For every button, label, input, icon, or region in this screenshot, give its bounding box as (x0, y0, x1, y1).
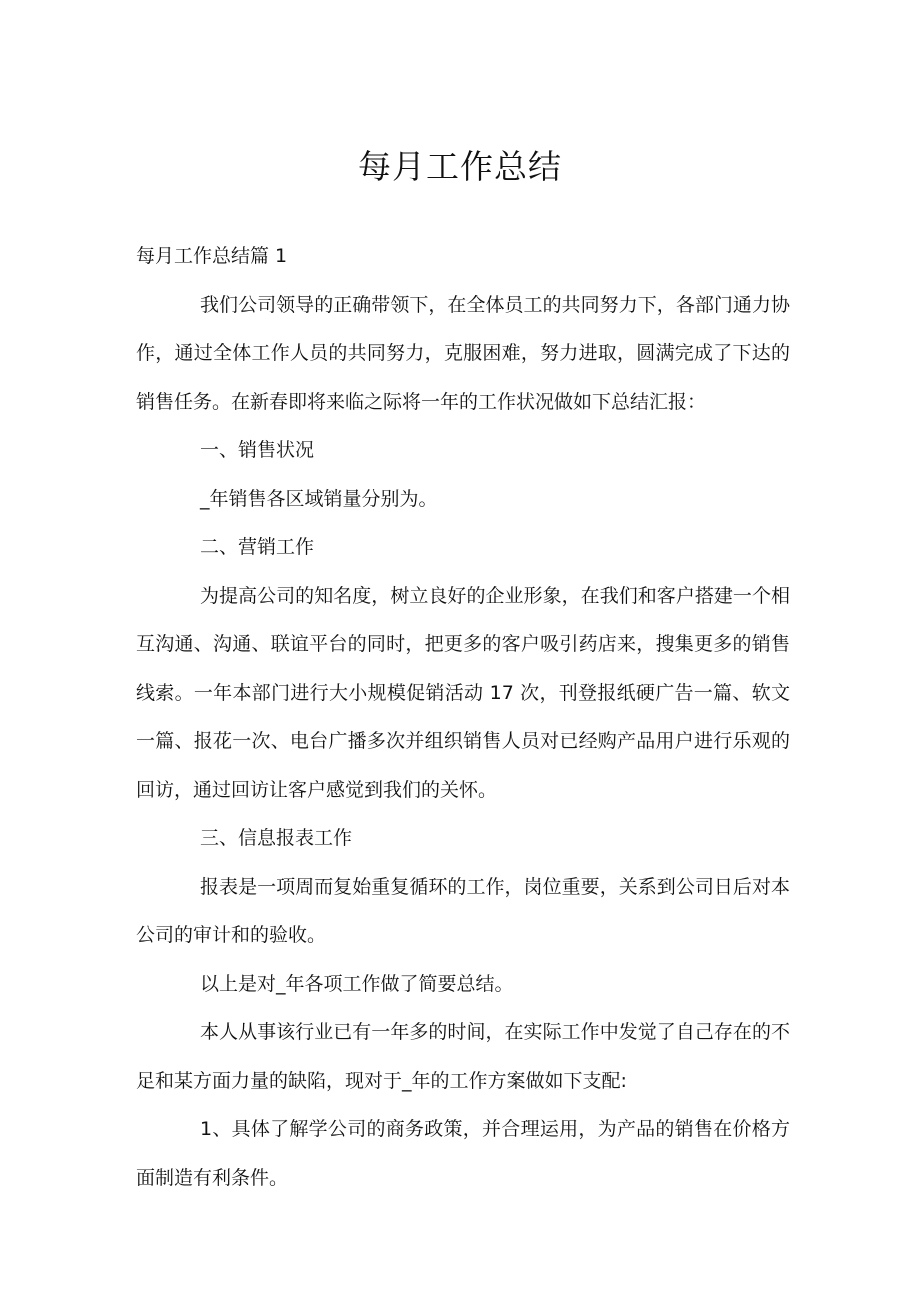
reports-paragraph: 报表是一项周而复始重复循环的工作，岗位重要，关系到公司日后对本公司的审计和的验收。 (136, 875, 790, 946)
summary-paragraph: 以上是对_年各项工作做了简要总结。 (200, 972, 514, 995)
document-title: 每月工作总结 (358, 147, 562, 186)
section-heading-sales: 一、销售状况 (200, 439, 315, 461)
marketing-paragraph: 为提高公司的知名度，树立良好的企业形象，在我们和客户搭建一个相互沟通、沟通、联谊平台的同时，把更多的客户吸引药店来，搜集更多的销售线索。一年本部门进行大小规模促销活动 17 次，刊登报纸硬广告一篇、软文一篇、报花一次、电台广播多次并组织销售人员对已经购产品用户进行乐观的回访，通过回访让客户感觉到我们的关怀。 (136, 584, 790, 801)
section-subtitle: 每月工作总结篇 1 (136, 245, 288, 267)
section-heading-reports: 三、信息报表工作 (200, 827, 353, 849)
plan-paragraph: 本人从事该行业已有一年多的时间，在实际工作中发觉了自己存在的不足和某方面力量的缺陷，现对于_年的工作方案做如下支配: (136, 1021, 790, 1092)
document-body (136, 232, 790, 1202)
plan-item-1: 1、具体了解学公司的商务政策，并合理运用，为产品的销售在价格方面制造有利条件。 (136, 1118, 790, 1189)
sales-paragraph: _年销售各区域销量分别为。 (200, 487, 438, 510)
section-heading-marketing: 二、营销工作 (200, 536, 315, 558)
intro-paragraph: 我们公司领导的正确带领下，在全体员工的共同努力下，各部门通力协作，通过全体工作人员的共同努力，克服困难，努力进取，圆满完成了下达的销售任务。在新春即将来临之际将一年的工作状况做如下总结汇报： (136, 293, 790, 413)
